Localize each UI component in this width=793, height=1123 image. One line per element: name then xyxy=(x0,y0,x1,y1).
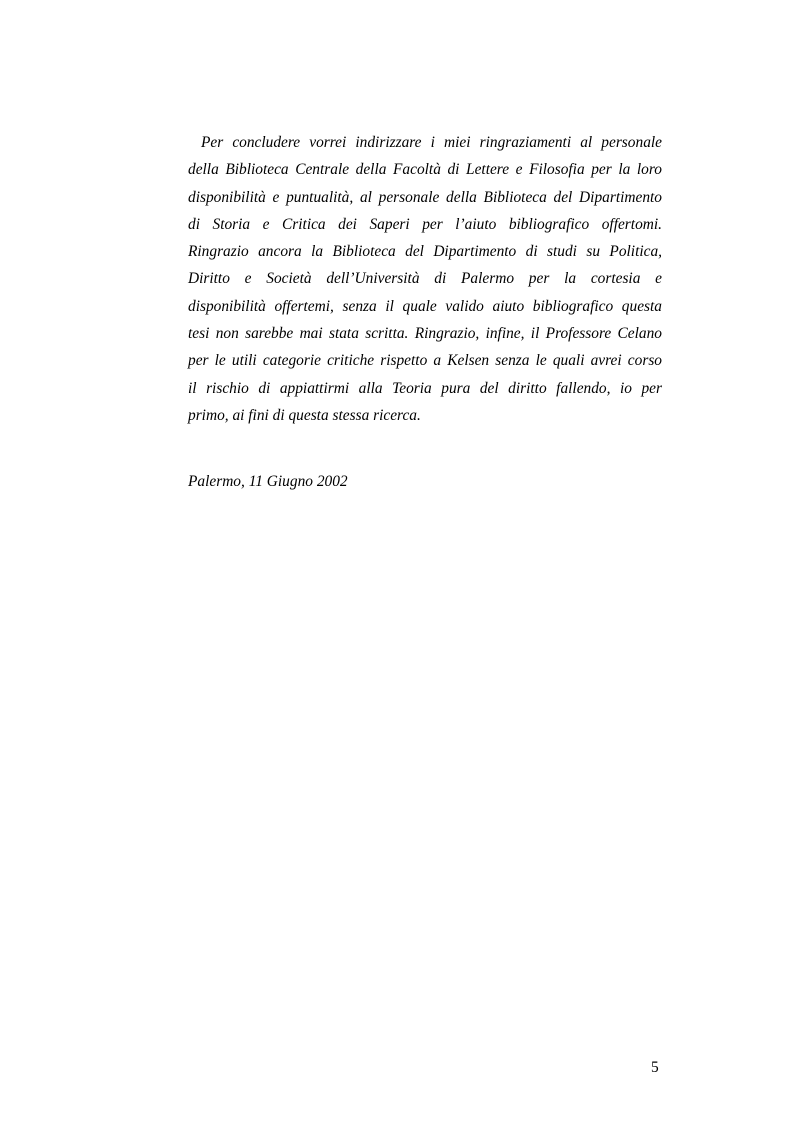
paragraph-line: disponibilità offertemi, senza il quale valido aiuto bibliografico questa xyxy=(188,297,662,315)
page-number: 5 xyxy=(651,1059,659,1076)
paragraph-line: della Biblioteca Centrale della Facoltà di Lettere e Filosofia per la loro xyxy=(188,161,662,179)
paragraph-line: per le utili categorie critiche rispetto a Kelsen senza le quali avrei corso xyxy=(188,352,662,370)
place-and-date: Palermo, 11 Giugno 2002 xyxy=(188,473,348,490)
paragraph-line: disponibilità e puntualità, al personale della Biblioteca del Dipartimento xyxy=(188,188,662,206)
acknowledgements-paragraph xyxy=(188,129,662,429)
paragraph-line: il rischio di appiattirmi alla Teoria pura del diritto fallendo, io per xyxy=(188,379,662,397)
paragraph-line: Diritto e Società dell’Università di Palermo per la cortesia e xyxy=(188,270,662,288)
paragraph-line: tesi non sarebbe mai stata scritta. Ringrazio, infine, il Professore Celano xyxy=(188,325,662,343)
paragraph-line: Ringrazio ancora la Biblioteca del Dipartimento di studi su Politica, xyxy=(188,243,662,261)
paragraph-line: di Storia e Critica dei Saperi per l’aiuto bibliografico offertomi. xyxy=(188,215,662,233)
paragraph-line: Per concludere vorrei indirizzare i miei ringraziamenti al personale xyxy=(201,134,662,151)
paragraph-line: primo, ai fini di questa stessa ricerca. xyxy=(188,406,421,424)
